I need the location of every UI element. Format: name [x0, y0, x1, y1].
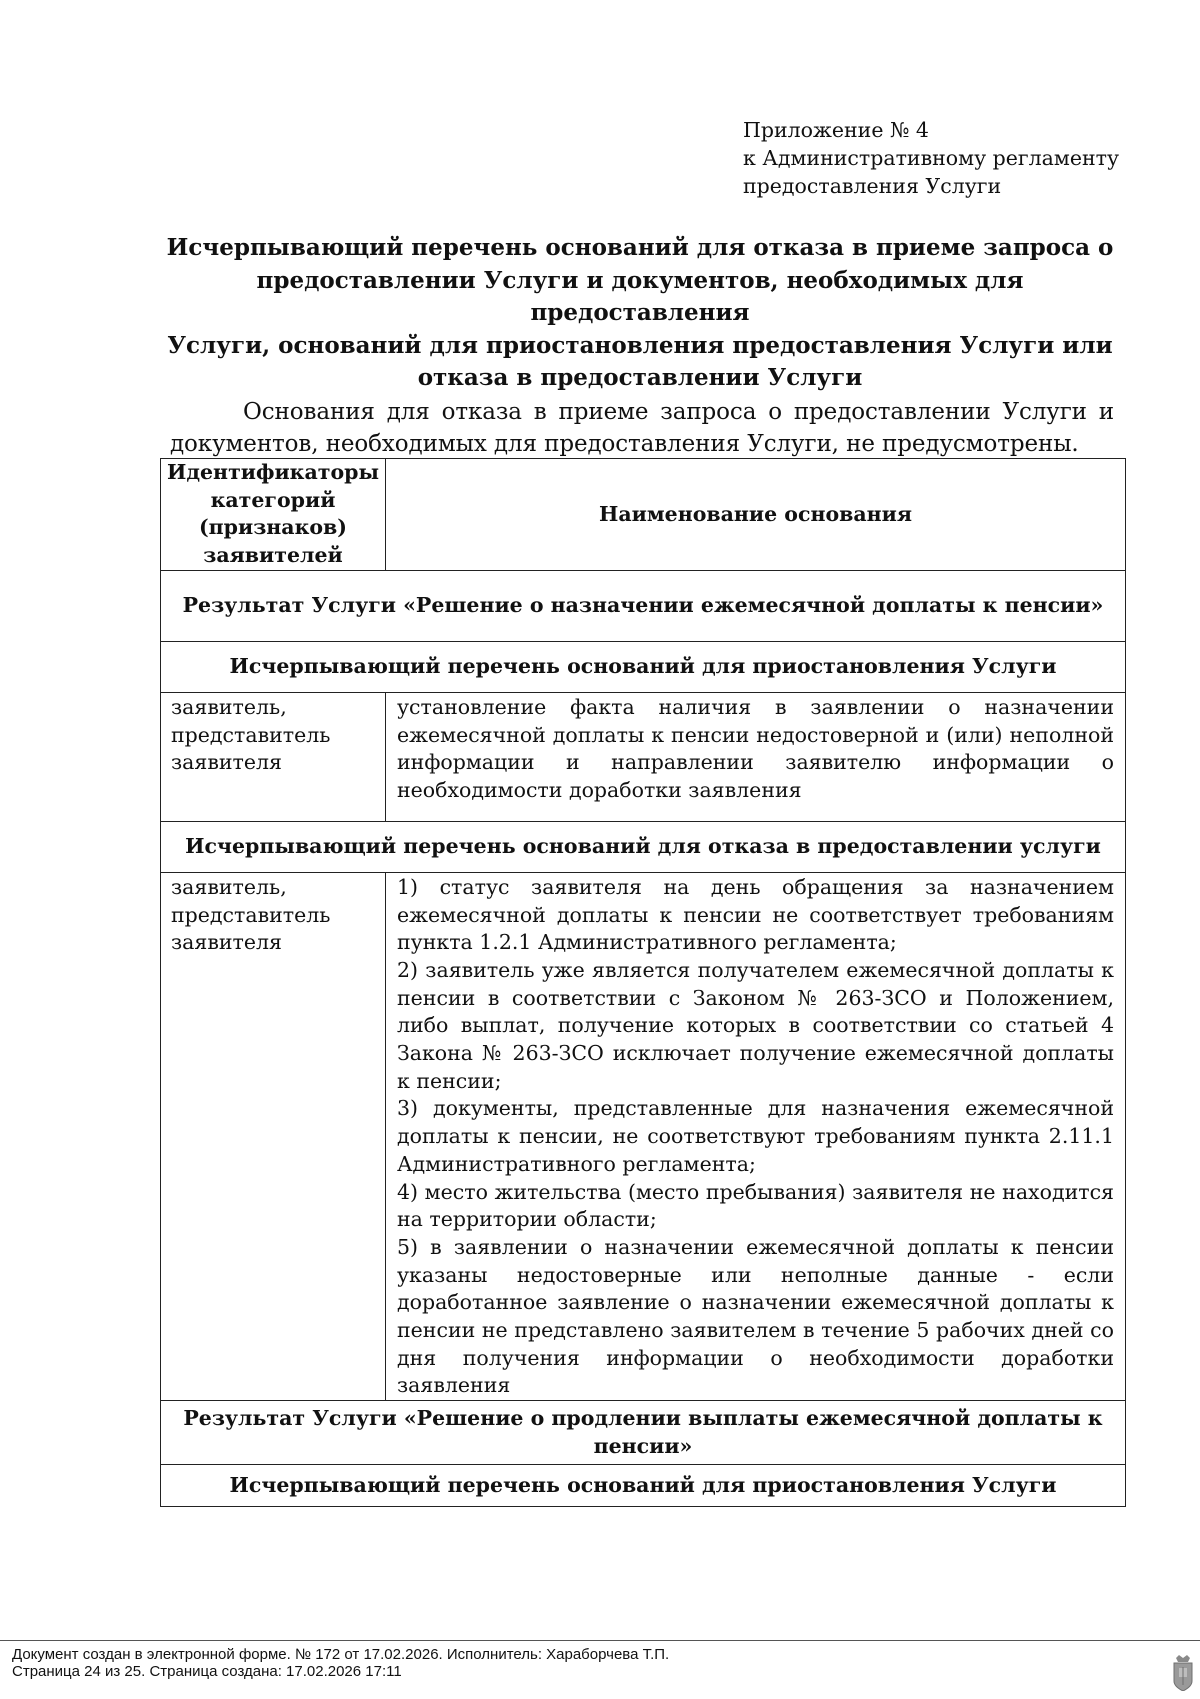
- footer-page-info: Страница 24 из 25. Страница создана: 17.02.2026 17:11: [12, 1662, 402, 1680]
- header-line: заявителей: [203, 543, 343, 568]
- intro-paragraph: Основания для отказа в приеме запроса о предоставлении Услуги и документов, необходимых для предоставления Услуги, не предусмотрены.: [170, 399, 1114, 457]
- table-row: [161, 872, 1126, 1400]
- applicant-line: заявитель,: [171, 874, 287, 899]
- suspension-ground-text: установление факта наличия в заявлении о назначении ежемесячной доплаты к пенсии недостоверной и (или) неполной информации и направлении заявителю информации о необходимости доработки заявления: [386, 692, 1126, 821]
- applicant-line: заявитель,: [171, 694, 287, 719]
- annex-reference: [743, 116, 1163, 200]
- applicant-cell: [161, 872, 386, 1400]
- refusal-ground-item: 3) документы, представленные для назначения ежемесячной доплаты к пенсии, не соответствуют требованиям пункта 2.11.1 Административного регламента;: [397, 1096, 1114, 1176]
- title-line: предоставлении Услуги и документов, необходимых для предоставления: [256, 266, 1024, 326]
- applicant-line: представитель: [171, 722, 331, 747]
- section-suspension-grounds: Исчерпывающий перечень оснований для приостановления Услуги: [161, 1465, 1126, 1507]
- header-line: Идентификаторы: [166, 460, 380, 484]
- title-line: Исчерпывающий перечень оснований для отказа в приеме запроса о: [166, 234, 1114, 261]
- annex-line: Приложение № 4: [743, 118, 929, 142]
- applicant-line: представитель: [171, 902, 331, 927]
- document-title: [160, 232, 1120, 395]
- annex-line: предоставления Услуги: [743, 174, 1002, 198]
- header-applicant-categories: [161, 459, 386, 571]
- footer-document-info: Документ создан в электронной форме. № 172 от 17.02.2026. Исполнитель: Хараборчева Т.П.: [12, 1646, 670, 1663]
- header-line: категорий: [210, 487, 336, 512]
- section-suspension-grounds: Исчерпывающий перечень оснований для приостановления Услуги: [161, 641, 1126, 692]
- header-line: (признаков): [198, 515, 348, 540]
- table-row: [161, 821, 1126, 872]
- section-refusal-grounds: Исчерпывающий перечень оснований для отказа в предоставлении услуги: [161, 821, 1126, 872]
- refusal-ground-item: 4) место жительства (место пребывания) заявителя не находится на территории области;: [397, 1179, 1114, 1232]
- refusal-ground-item: 2) заявитель уже является получателем ежемесячной доплаты к пенсии в соответствии с Законом № 263-ЗСО и Положением, либо выплат, получение которых в соответствии со статьей 4 Закона № 263-ЗСО исключает получение ежемесячной доплаты к пенсии;: [397, 957, 1114, 1093]
- title-line: Услуги, оснований для приостановления предоставления Услуги или: [167, 331, 1113, 359]
- table-row: [161, 1465, 1126, 1507]
- section-result-extension: Результат Услуги «Решение о продлении выплаты ежемесячной доплаты к пенсии»: [161, 1401, 1126, 1465]
- refusal-ground-item: 1) статус заявителя на день обращения за назначением ежемесячной доплаты к пенсии не соответствует требованиям пункта 1.2.1 Административного регламента;: [397, 874, 1114, 955]
- footer-text: [12, 1647, 669, 1680]
- section-result-assignment: Результат Услуги «Решение о назначении ежемесячной доплаты к пенсии»: [161, 570, 1126, 641]
- page-footer: [0, 1640, 1200, 1699]
- title-line: отказа в предоставлении Услуги: [417, 364, 863, 391]
- header-ground-name: Наименование основания: [386, 459, 1126, 571]
- applicant-cell: [161, 692, 386, 821]
- applicant-line: заявителя: [171, 930, 282, 955]
- refusal-grounds-list: [386, 872, 1126, 1400]
- table-row: [161, 692, 1126, 821]
- table-row: [161, 641, 1126, 692]
- applicant-line: заявителя: [171, 750, 282, 775]
- annex-line: к Административному регламенту: [743, 146, 1120, 170]
- grounds-table: [160, 458, 1126, 1507]
- table-header-row: [161, 459, 1126, 571]
- table-row: [161, 1401, 1126, 1465]
- coat-of-arms-icon: [1172, 1655, 1194, 1691]
- table-row: [161, 570, 1126, 641]
- refusal-ground-item: 5) в заявлении о назначении ежемесячной доплаты к пенсии указаны недостоверные или неполные данные - если доработанное заявление о назначении ежемесячной доплаты к пенсии не представлено заявителем в течение 5 рабочих дней со дня получения информации о необходимости доработки заявления: [397, 1234, 1114, 1398]
